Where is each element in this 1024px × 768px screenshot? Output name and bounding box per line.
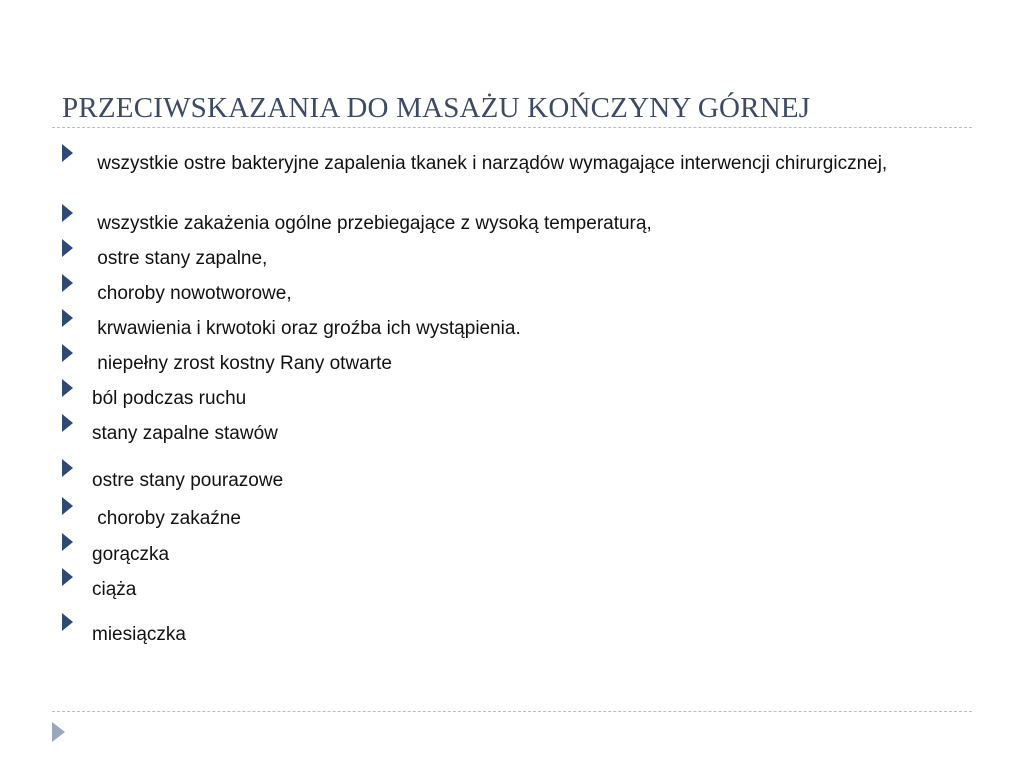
bullet-item <box>62 204 962 234</box>
bullet-triangle-icon <box>62 274 73 292</box>
bullet-triangle-icon <box>62 414 73 432</box>
bullet-item <box>62 459 962 489</box>
bullet-text: miesiączka <box>92 624 186 645</box>
bullet-text: choroby nowotworowe, <box>92 283 292 304</box>
bullet-text: krwawienia i krwotoki oraz groźba ich wystąpienia. <box>92 318 521 339</box>
bullet-triangle-icon <box>62 239 73 257</box>
bullet-text: choroby zakaźne <box>92 508 241 529</box>
bullet-item <box>62 344 962 374</box>
bullet-triangle-icon <box>62 568 73 586</box>
bullet-item <box>62 568 962 598</box>
bullet-item <box>62 613 962 643</box>
bullet-item <box>62 274 962 304</box>
bullet-item <box>62 239 962 269</box>
title-divider <box>52 127 972 128</box>
bullet-item <box>62 414 962 444</box>
bullet-text: wszystkie zakażenia ogólne przebiegające z wysoką temperaturą, <box>92 213 652 234</box>
bullet-item <box>62 533 962 563</box>
bullet-triangle-icon <box>62 613 73 631</box>
bullet-item <box>62 497 962 527</box>
bullet-text: ostre stany zapalne, <box>92 248 268 269</box>
bullet-text: ból podczas ruchu <box>92 388 247 409</box>
bullet-triangle-icon <box>62 144 73 162</box>
footer-triangle-icon <box>52 722 65 742</box>
bullet-triangle-icon <box>62 533 73 551</box>
bullet-text: gorączka <box>92 544 170 565</box>
bullet-text: wszystkie ostre bakteryjne zapalenia tkanek i narządów wymagające interwencji chirurgicznej, <box>92 153 888 174</box>
bullet-text: stany zapalne stawów <box>92 423 278 444</box>
bullet-triangle-icon <box>62 344 73 362</box>
bullet-text: ostre stany pourazowe <box>92 470 284 491</box>
bullet-item <box>62 309 962 339</box>
bullet-item <box>62 144 962 174</box>
bullet-triangle-icon <box>62 379 73 397</box>
footer-divider <box>52 711 972 712</box>
bullet-triangle-icon <box>62 204 73 222</box>
bullet-item <box>62 379 962 409</box>
bullet-text: niepełny zrost kostny Rany otwarte <box>92 353 392 374</box>
bullet-triangle-icon <box>62 309 73 327</box>
bullet-text: ciąża <box>92 579 137 600</box>
bullet-triangle-icon <box>62 459 73 477</box>
slide-title: PRZECIWSKAZANIA DO MASAŻU KOŃCZYNY GÓRNEJ <box>62 92 811 124</box>
bullet-triangle-icon <box>62 497 73 515</box>
